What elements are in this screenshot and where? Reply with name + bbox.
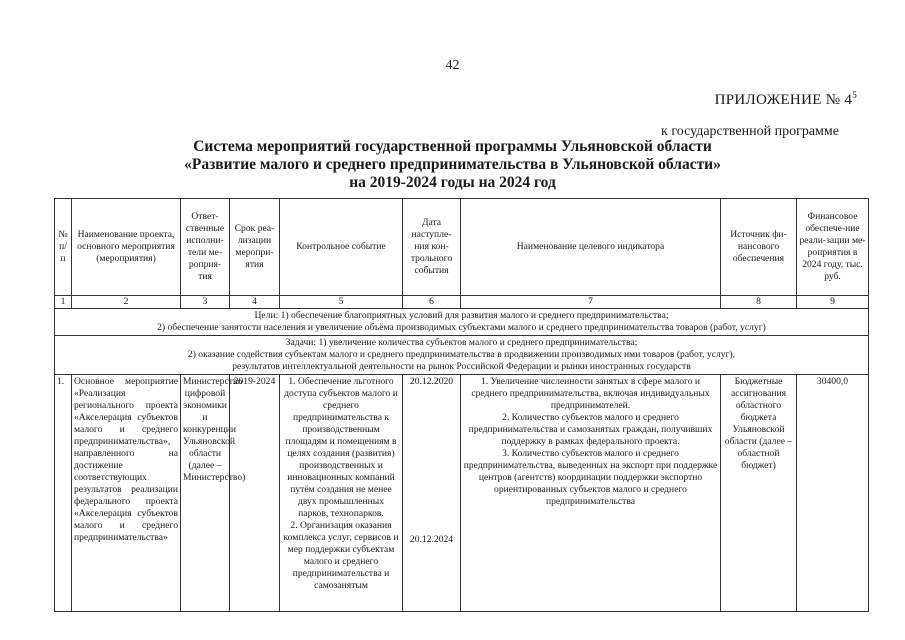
column-number: 1 (55, 296, 72, 309)
measures-table (54, 198, 869, 612)
tasks-cell (55, 336, 869, 375)
control-event-2: 2. Организация оказания комплекса услуг, сервисов и мер поддержки субъектам малого и среднего предпринимательства и самозанятым (283, 520, 399, 591)
measure-name: Основное мероприятие «Реализация регионального проекта «Акселерация субъектов малого и среднего предпринимательства», направленного на достижение соответствующих результатов реализации федерального проекта «Акселерация субъектов малого и среднего предпринимательства» (72, 375, 181, 612)
event-date-2: 20.12.2024 (409, 534, 454, 545)
goals-line-2: 2) обеспечение занятости населения и увеличение объёма производимых субъектами малого и среднего предпринимательства товаров (работ, услуг) (157, 322, 766, 333)
indicator-3: 3. Количество субъектов малого и среднего предпринимательства, выведенных на экспорт при поддержке центров (агентств) координации поддержки экспортно ориентированных субъектов малого и среднего предпринимательства (463, 448, 718, 507)
column-numbers-row (55, 296, 869, 309)
control-event-1: 1. Обеспечение льготного доступа субъектов малого и среднего предпринимательства к производственным площадям и помещениям в целях создания (развития) производственных и инновационных компаний путём создания не менее двух промышленных парков, технопарков. (284, 376, 398, 519)
indicator-1: 1. Увеличение численности занятых в сфере малого и среднего предпринимательства, включая индивидуальных предпринимателей. (471, 376, 710, 411)
header-amount: Финансовое обеспече-ние реали-зации ме-роприятия в 2024 году, тыс. руб. (797, 199, 869, 296)
header-num: № п/п (55, 199, 72, 296)
tasks-line-3: результатов интеллектуальной деятельности на рынок Российской Федерации и рынки иностранных государств (232, 361, 691, 372)
column-number: 8 (721, 296, 797, 309)
goals-line-1: Цели: 1) обеспечение благоприятных условий для развития малого и среднего предпринимательства; (254, 310, 669, 321)
event-date-1: 20.12.2020 (409, 376, 454, 387)
program-reference: к государственной программе (661, 124, 839, 139)
event-dates (403, 375, 461, 612)
appendix-superscript: 5 (852, 90, 857, 100)
target-indicators (461, 375, 721, 612)
header-responsible: Ответ-ственные исполни-тели ме-роприя-тия (181, 199, 230, 296)
column-number: 7 (461, 296, 721, 309)
funding-amount: 30400,0 (797, 375, 869, 612)
header-event: Контрольное событие (280, 199, 403, 296)
funding-source: Бюджетные ассигнования областного бюджета Ульяновской области (далее – областной бюджет) (721, 375, 797, 612)
column-number: 9 (797, 296, 869, 309)
column-number: 6 (403, 296, 461, 309)
goals-cell (55, 309, 869, 336)
document-title-line-3: на 2019-2024 годы на 2024 год (349, 174, 556, 191)
column-number: 3 (181, 296, 230, 309)
header-indicator: Наименование целевого индикатора (461, 199, 721, 296)
appendix-text: ПРИЛОЖЕНИЕ № 4 (714, 92, 853, 108)
table-row (55, 375, 869, 612)
column-number: 2 (72, 296, 181, 309)
control-events (280, 375, 403, 612)
document-title-line-1: Система мероприятий государственной программы Ульяновской области (193, 138, 712, 155)
indicator-2: 2. Количество субъектов малого и среднего предпринимательства и самозанятых граждан, получивших поддержку в рамках федерального проекта. (468, 412, 713, 447)
tasks-line-1: Задачи: 1) увеличение количества субъектов малого и среднего предпринимательства; (285, 337, 638, 348)
date-spacer (405, 388, 458, 534)
row-number: 1. (55, 375, 72, 612)
appendix-label (715, 90, 857, 109)
document-title-line-2: «Развитие малого и среднего предпринимательства в Ульяновской области» (184, 156, 721, 173)
implementation-period: 2019-2024 (230, 375, 280, 612)
column-number: 5 (280, 296, 403, 309)
header-period: Срок реа-лизации меропри-ятия (230, 199, 280, 296)
tasks-row (55, 336, 869, 375)
page-number: 42 (445, 58, 460, 73)
header-name: Наименование проекта, основного мероприятия (мероприятия) (72, 199, 181, 296)
header-date: Дата наступле-ния кон-трольного события (403, 199, 461, 296)
column-number: 4 (230, 296, 280, 309)
header-source: Источник фи-нансового обеспечения (721, 199, 797, 296)
goals-row (55, 309, 869, 336)
tasks-line-2: 2) оказание содействия субъектам малого и среднего предпринимательства в продвижении производимых ими товаров (работ, услуг), (187, 349, 736, 360)
responsible-executor: Министерство цифровой экономики и конкуренции Ульяновской области (далее – Министерство) (181, 375, 230, 612)
table-header-row (55, 199, 869, 296)
